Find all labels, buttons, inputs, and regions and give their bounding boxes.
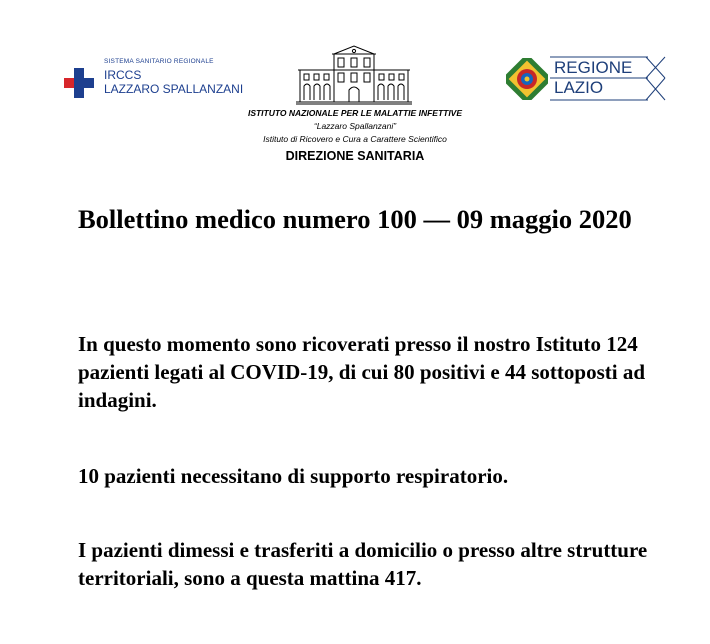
- medical-cross-icon: [64, 68, 94, 98]
- regione-emblem-icon: [506, 58, 548, 100]
- lazio-word: LAZIO: [554, 78, 604, 97]
- paragraph-respiratory: 10 pazienti necessitano di supporto respiratorio.: [78, 464, 509, 488]
- direction-heading: DIREZIONE SANITARIA: [285, 149, 425, 163]
- institute-type: Istituto di Ricovero e Cura a Carattere Scientifico: [263, 134, 447, 144]
- institute-quote: “Lazzaro Spallanzani”: [313, 121, 397, 131]
- logo-line-name: LAZZARO SPALLANZANI: [104, 82, 244, 96]
- spallanzani-logo: [64, 58, 244, 104]
- logo-line-irccs: IRCCS: [104, 68, 142, 82]
- institute-name: ISTITUTO NAZIONALE PER LE MALATTIE INFETTIVE: [247, 108, 463, 118]
- paragraph-discharged: I pazienti dimessi e trasferiti a domicilio o presso altre strutture territoriali, sono a questa mattina 417.: [78, 538, 648, 590]
- paragraph-hospitalized: In questo momento sono ricoverati presso il nostro Istituto 124 pazienti legati al COVID-19, di cui 80 positivi e 44 sottoposti ad indagini.: [78, 332, 646, 412]
- regione-word: REGIONE: [554, 58, 633, 77]
- logo-subtitle: SISTEMA SANITARIO REGIONALE: [104, 58, 214, 65]
- institute-building-icon: [296, 44, 412, 106]
- bulletin-title: Bollettino medico numero 100 — 09 maggio 2020: [78, 204, 632, 234]
- regione-lazio-logo: [506, 56, 666, 104]
